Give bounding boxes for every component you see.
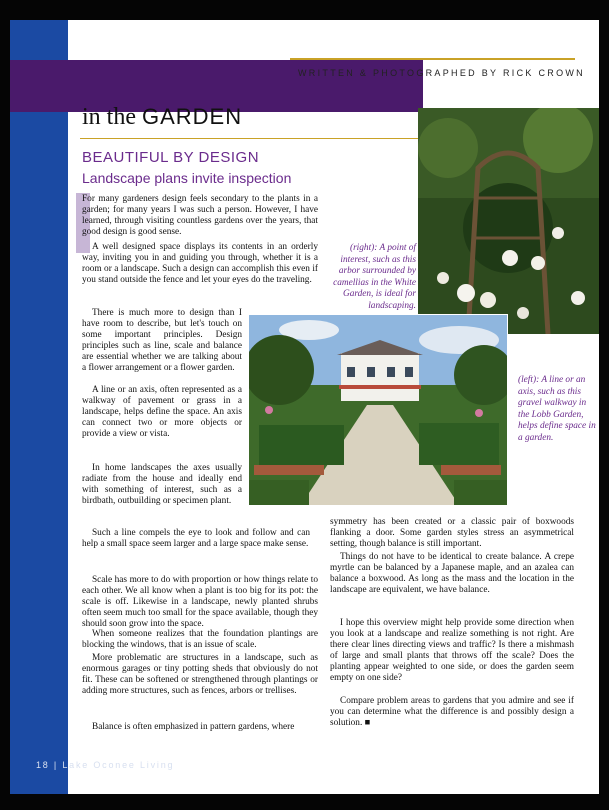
paragraph-1: For many gardeners design feels secondary to the plants in a garden; for many years I was such a person. However, I have learned, through visiting countless gardens over the years, that good design is good sense. bbox=[82, 194, 318, 238]
page-footer: 18 | Lake Oconee Living bbox=[36, 760, 175, 770]
paragraph-5: In home landscapes the axes usually radiate from the house and ideally end with something of interest, such as a birdbath, outbuilding or specimen plant. bbox=[82, 463, 242, 507]
walkway-photo bbox=[248, 314, 508, 506]
article-subhead: Landscape plans invite inspection bbox=[82, 170, 292, 186]
paragraph-14: Compare problem areas to gardens that you admire and see if you can determine what the difference is and possibly design a solution. ■ bbox=[330, 696, 574, 729]
article-headline: BEAUTIFUL BY DESIGN bbox=[82, 149, 260, 166]
section-title bbox=[82, 104, 242, 131]
paragraph-3: There is much more to design than I have room to describe, but let's touch on some important principles. Design principles such as line, scale and balance are essential whether we are talking about a flower arrangement or a flower garden. bbox=[82, 308, 242, 374]
arbor-photo bbox=[418, 108, 599, 334]
paragraph-9: More problematic are structures in a landscape, such as enormous garages or tiny potting sheds that obviously do not fit. These can be softened or strengthened through plantings or adding more structures, such as fences, arbors or trellises. bbox=[82, 653, 318, 697]
paragraph-2: A well designed space displays its contents in an orderly way, inviting you in and guiding you through, whether it is a room or a landscape. Such a design can accomplish this even if you stand outside the fence and let your eyes do the traveling. bbox=[82, 242, 318, 286]
paragraph-6: Such a line compels the eye to look and follow and can help a small space seem larger and a large space make sense. bbox=[82, 528, 310, 550]
paragraph-11: symmetry has been created or a classic pair of boxwoods flanking a door. Some garden styles stress an asymmetrical setting, though balance is still important. bbox=[330, 517, 574, 550]
paragraph-7: Scale has more to do with proportion or how things relate to each other. We all know when a plant is too big for its pot: the scale is off. Likewise in a landscape, newly planted shrubs often seem much too small for the space available, though they should soon grow into the space. bbox=[82, 575, 318, 630]
magazine-page bbox=[10, 20, 599, 794]
paragraph-8: When someone realizes that the foundation plantings are blocking the windows, that is an issue of scale. bbox=[82, 629, 318, 651]
byline: WRITTEN & PHOTOGRAPHED BY RICK CROWN bbox=[298, 68, 585, 78]
paragraph-4: A line or an axis, often represented as a walkway of pavement or grass in a landscape, helps define the space. An axis can connect two or more objects or provide a view or vista. bbox=[82, 385, 242, 440]
title-rule bbox=[80, 138, 420, 139]
section-name: GARDEN bbox=[142, 104, 243, 129]
paragraph-12: Things do not have to be identical to create balance. A crepe myrtle can be balanced by a Japanese maple, and an azalea can balance a boxwood. As long as the mass and the location in the landscape are equivalent, we have balance. bbox=[330, 552, 574, 596]
byline-rule bbox=[290, 58, 575, 60]
left-purple-block bbox=[10, 60, 68, 112]
left-color-strip bbox=[10, 20, 68, 794]
section-prefix: in the bbox=[82, 104, 136, 130]
paragraph-13: I hope this overview might help provide some direction when you look at a landscape and realize something is not right. Are there clear lines directing views and traffic? Is there a mishmash of large and small plants that throws off the scale? Does the planting appear weighted to one side, or does the garden seem empty on one side? bbox=[330, 618, 574, 684]
caption-left: (left): A line or an axis, such as this gravel walkway in the Lobb Garden, helps define space in a garden. bbox=[518, 375, 596, 443]
paragraph-10: Balance is often emphasized in pattern gardens, where bbox=[92, 722, 295, 732]
caption-right: (right): A point of interest, such as this arbor surrounded by camellias in the White Garden, is ideal for landscaping. bbox=[333, 243, 416, 311]
